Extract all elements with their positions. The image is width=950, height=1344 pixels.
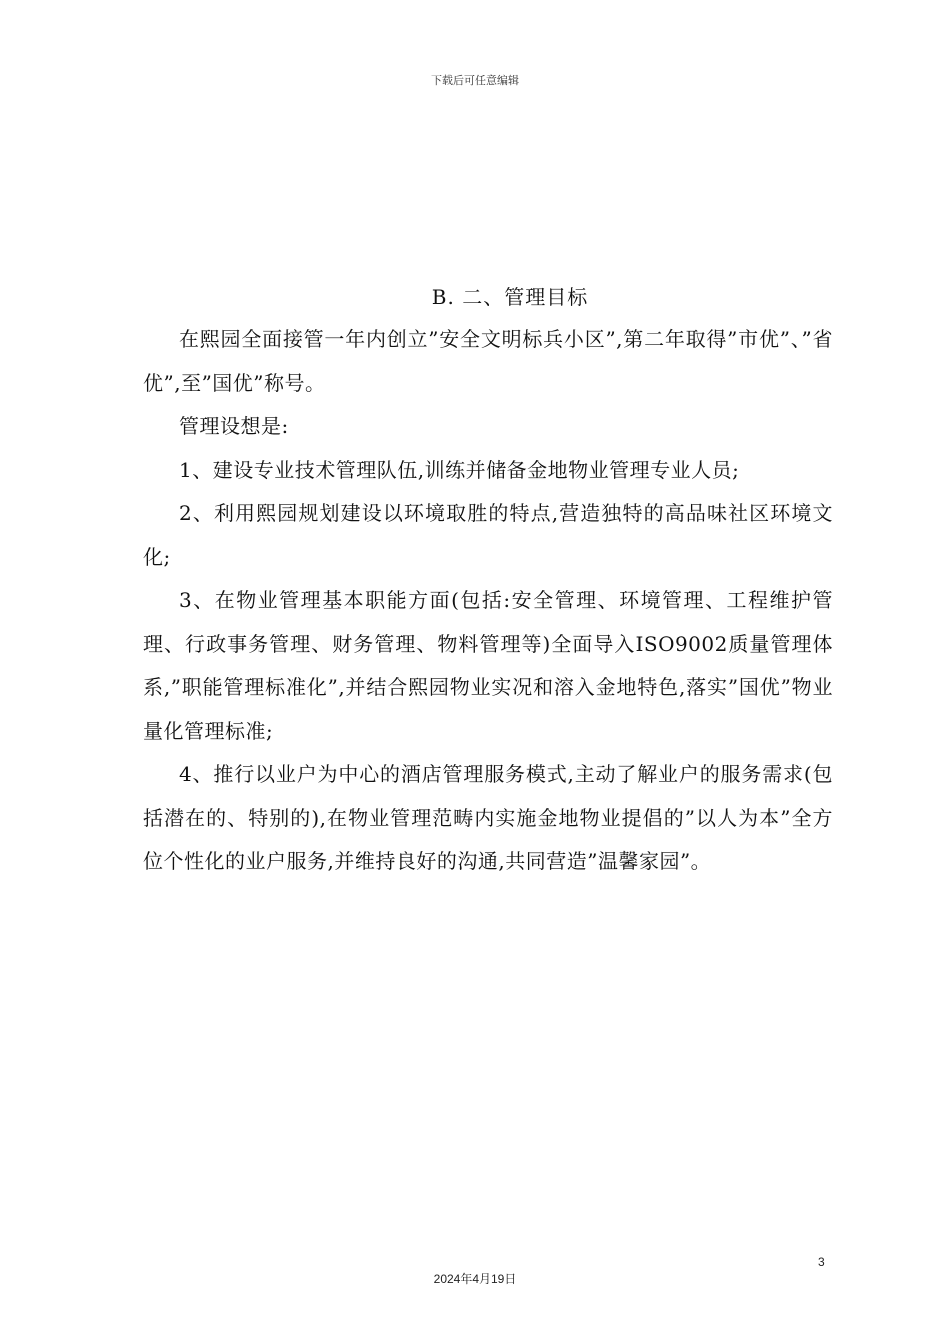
document-body: [143, 318, 833, 884]
paragraph-item-2: 2、利用熙园规划建设以环境取胜的特点,营造独特的高品味社区环境文化;: [143, 501, 833, 569]
paragraph-item-4: 4、推行以业户为中心的酒店管理服务模式,主动了解业户的服务需求(包括潜在的、特别的),在物业管理范畴内实施金地物业提倡的”以人为本”全方位个性化的业户服务,并维持良好的沟通,共同营造”温馨家园”。: [143, 762, 833, 873]
paragraph-item-3: 3、在物业管理基本职能方面(包括:安全管理、环境管理、工程维护管理、行政事务管理、财务管理、物料管理等)全面导入ISO9002质量管理体系,”职能管理标准化”,并结合熙园物业实况和溶入金地特色,落实”国优”物业量化管理标准;: [143, 588, 833, 743]
paragraph-goal: 在熙园全面接管一年内创立”安全文明标兵小区”,第二年取得”市优”、”省优”,至”国优”称号。: [143, 327, 833, 395]
paragraph-item-1: 1、建设专业技术管理队伍,训练并储备金地物业管理专业人员;: [179, 457, 740, 482]
page-number: 3: [818, 1255, 825, 1269]
page-header: 下载后可任意编辑: [431, 74, 519, 87]
footer-date: 2024年4月19日: [433, 1272, 517, 1286]
paragraph-plan-intro: 管理设想是:: [179, 414, 289, 438]
section-heading: B. 二、管理目标: [431, 285, 589, 309]
